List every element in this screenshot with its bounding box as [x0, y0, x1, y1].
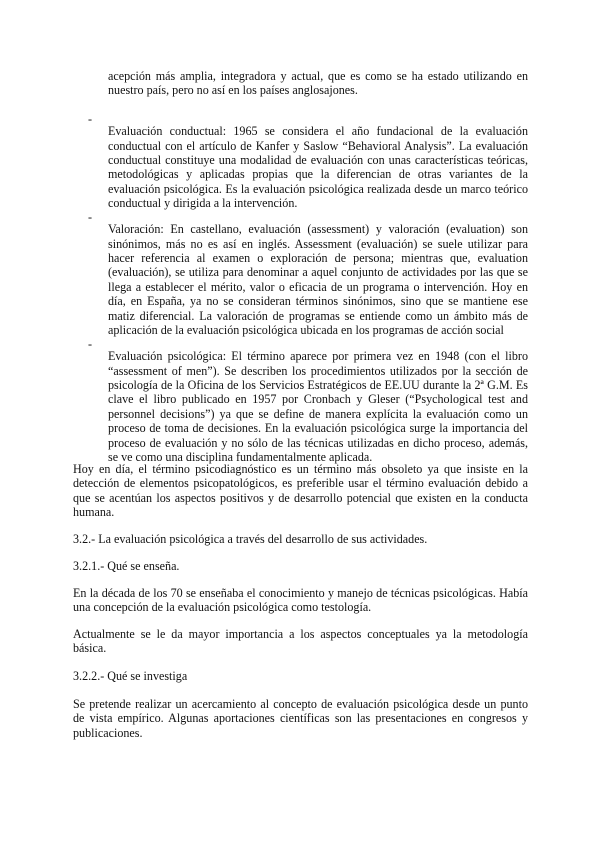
section-heading-3-2: 3.2.- La evaluación psicológica a través del desarrollo de sus actividades. — [73, 532, 428, 546]
subsection-heading-3-2-1: 3.2.1.- Qué se enseña. — [73, 559, 180, 573]
paragraph-decada-70: En la década de los 70 se enseñaba el conocimiento y manejo de técnicas psicológicas. Había una concepción de la evaluación psicológica como testología. — [73, 586, 528, 615]
continuation-paragraph: acepción más amplia, integradora y actual, que es como se ha estado utilizando en nuestro país, pero no así en los países anglosajones. — [108, 69, 528, 98]
list-item-text: Evaluación conductual: 1965 se considera el año fundacional de la evaluación conductual con el artículo de Kanfer y Saslow “Behavioral Analysis”. La evaluación conductual constituye una modalidad de evaluación con unas características teóricas, metodológicas y aplicadas propias que la diferencian de otras variantes de la evaluación psicológica. Es la evaluación psicológica realizada desde un marco teórico conductual y dirigida a la intervención. — [108, 124, 528, 211]
paragraph-psicodiagnostico: Hoy en día, el término psicodiagnóstico es un término más obsoleto ya que insiste en la detección de elementos psicopatológicos, es preferible usar el término evaluación debido a que se acentúan los aspectos positivos y de desarrollo potencial que existen en la conducta humana. — [73, 462, 528, 520]
paragraph-actualmente: Actualmente se le da mayor importancia a los aspectos conceptuales ya la metodología básica. — [73, 627, 528, 656]
paragraph-investigacion: Se pretende realizar un acercamiento al concepto de evaluación psicológica desde un punto de vista empírico. Algunas aportaciones científicas son las presentaciones en congresos y publicaciones. — [73, 697, 528, 740]
list-item-valoracion — [88, 210, 528, 349]
list-bullet: - — [88, 210, 93, 224]
list-item-evaluacion-psicologica — [88, 337, 528, 476]
list-bullet: - — [88, 337, 93, 351]
subsection-heading-3-2-2: 3.2.2.- Qué se investiga — [73, 669, 188, 683]
list-item-evaluacion-conductual — [88, 112, 528, 223]
list-bullet: - — [88, 112, 93, 126]
list-item-text: Valoración: En castellano, evaluación (assessment) y valoración (evaluation) son sinónimos, más no es así en inglés. Assessment (evaluación) se suele utilizar para hacer referencia al examen o exploración de persona; mientras que, evaluation (evaluación), se utiliza para denominar a aquel conjunto de actividades por las que se llega a establecer el mérito, valor o eficacia de un programa o intervención. Hoy en día, en España, ya no se consideran términos sinónimos, sino que se mantiene ese matiz diferencial. La valoración de programas se entiende como un ámbito más de aplicación de la evaluación psicológica ubicada en los programas de acción social — [108, 222, 528, 337]
list-item-text: Evaluación psicológica: El término aparece por primera vez en 1948 (con el libro “assessment of men”). Se describen los procedimientos utilizados por la sección de psicología de la Oficina de los Servicios Estratégicos de EE.UU durante la 2ª G.M. Es clave el libro publicado en 1957 por Cronbach y Gleser (“Psychological test and personnel decisions”) ya que se define de manera explícita la evaluación como un proceso de toma de decisiones. En la evaluación psicológica surge la importancia del proceso de evaluación y no sólo de las técnicas utilizadas en dicho proceso, además, se ve como una disciplina fundamentalmente aplicada. — [108, 349, 528, 464]
